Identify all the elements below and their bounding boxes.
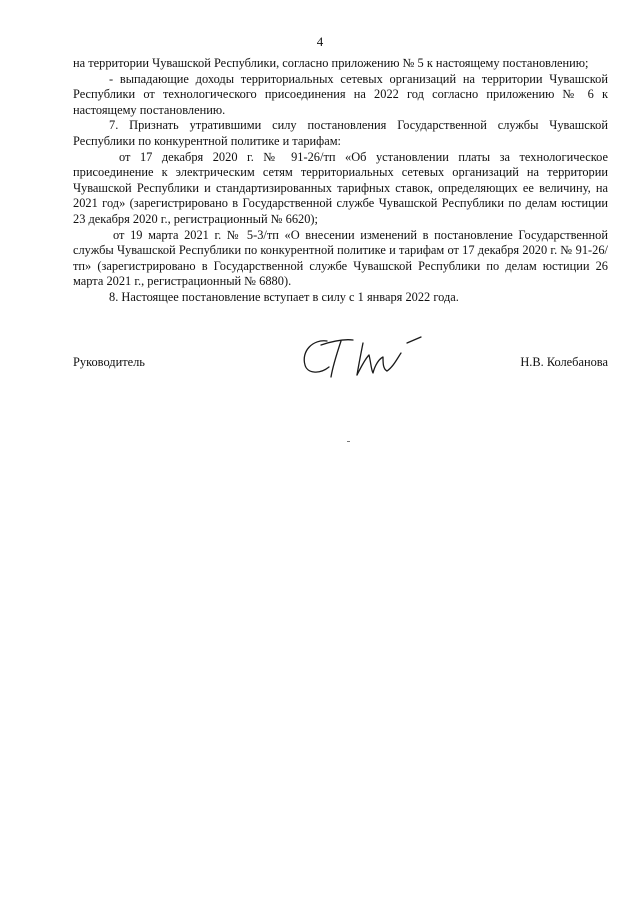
- handwritten-signature: [297, 333, 427, 381]
- paragraph-lost-revenue: - выпадающие доходы территориальных сетевых организаций на территории Чувашской Республики от технологического присоединения на 2022 год согласно приложению № 6 к настоящему постановлению.: [73, 71, 608, 117]
- signer-title: Руководитель: [73, 355, 145, 369]
- paragraph-appendix-5-continuation: на территории Чувашской Республики, согласно приложению № 5 к настоящему постановлению;: [73, 56, 589, 70]
- paragraph-resolution-dec-2020: от 17 декабря 2020 г. № 91-26/тп «Об установлении платы за технологическое присоединение к электрическим сетям территориальных сетевых организаций на территории Чувашской Республики и стандартизированных тарифных ставок, определяющих ее величину, на 2021 год» (зарегистрировано в Государственной службе Чувашской Республики по делам юстиции 23 декабря 2020 г., регистрационный № 6620);: [73, 149, 608, 226]
- body-text: [73, 56, 608, 306]
- paragraph-item-7: 7. Признать утратившими силу постановления Государственной службы Чувашской Республики по конкурентной политике и тарифам:: [73, 118, 608, 148]
- paragraph-item-8: 8. Настоящее постановление вступает в силу с 1 января 2022 года.: [109, 289, 459, 304]
- paragraph-resolution-mar-2021: от 19 марта 2021 г. № 5-3/тп «О внесении изменений в постановление Государственной службы Чувашской Республики по конкурентной политике и тарифам от 17 декабря 2020 г. № 91-26/тп» (зарегистрировано в Государственной службе Чувашской Республики по делам юстиции 26 марта 2021 г., регистрационный № 6880).: [73, 227, 608, 289]
- scan-dot: [347, 441, 350, 442]
- page-number: 4: [316, 34, 324, 49]
- signer-name: Н.В. Колебанова: [520, 355, 608, 369]
